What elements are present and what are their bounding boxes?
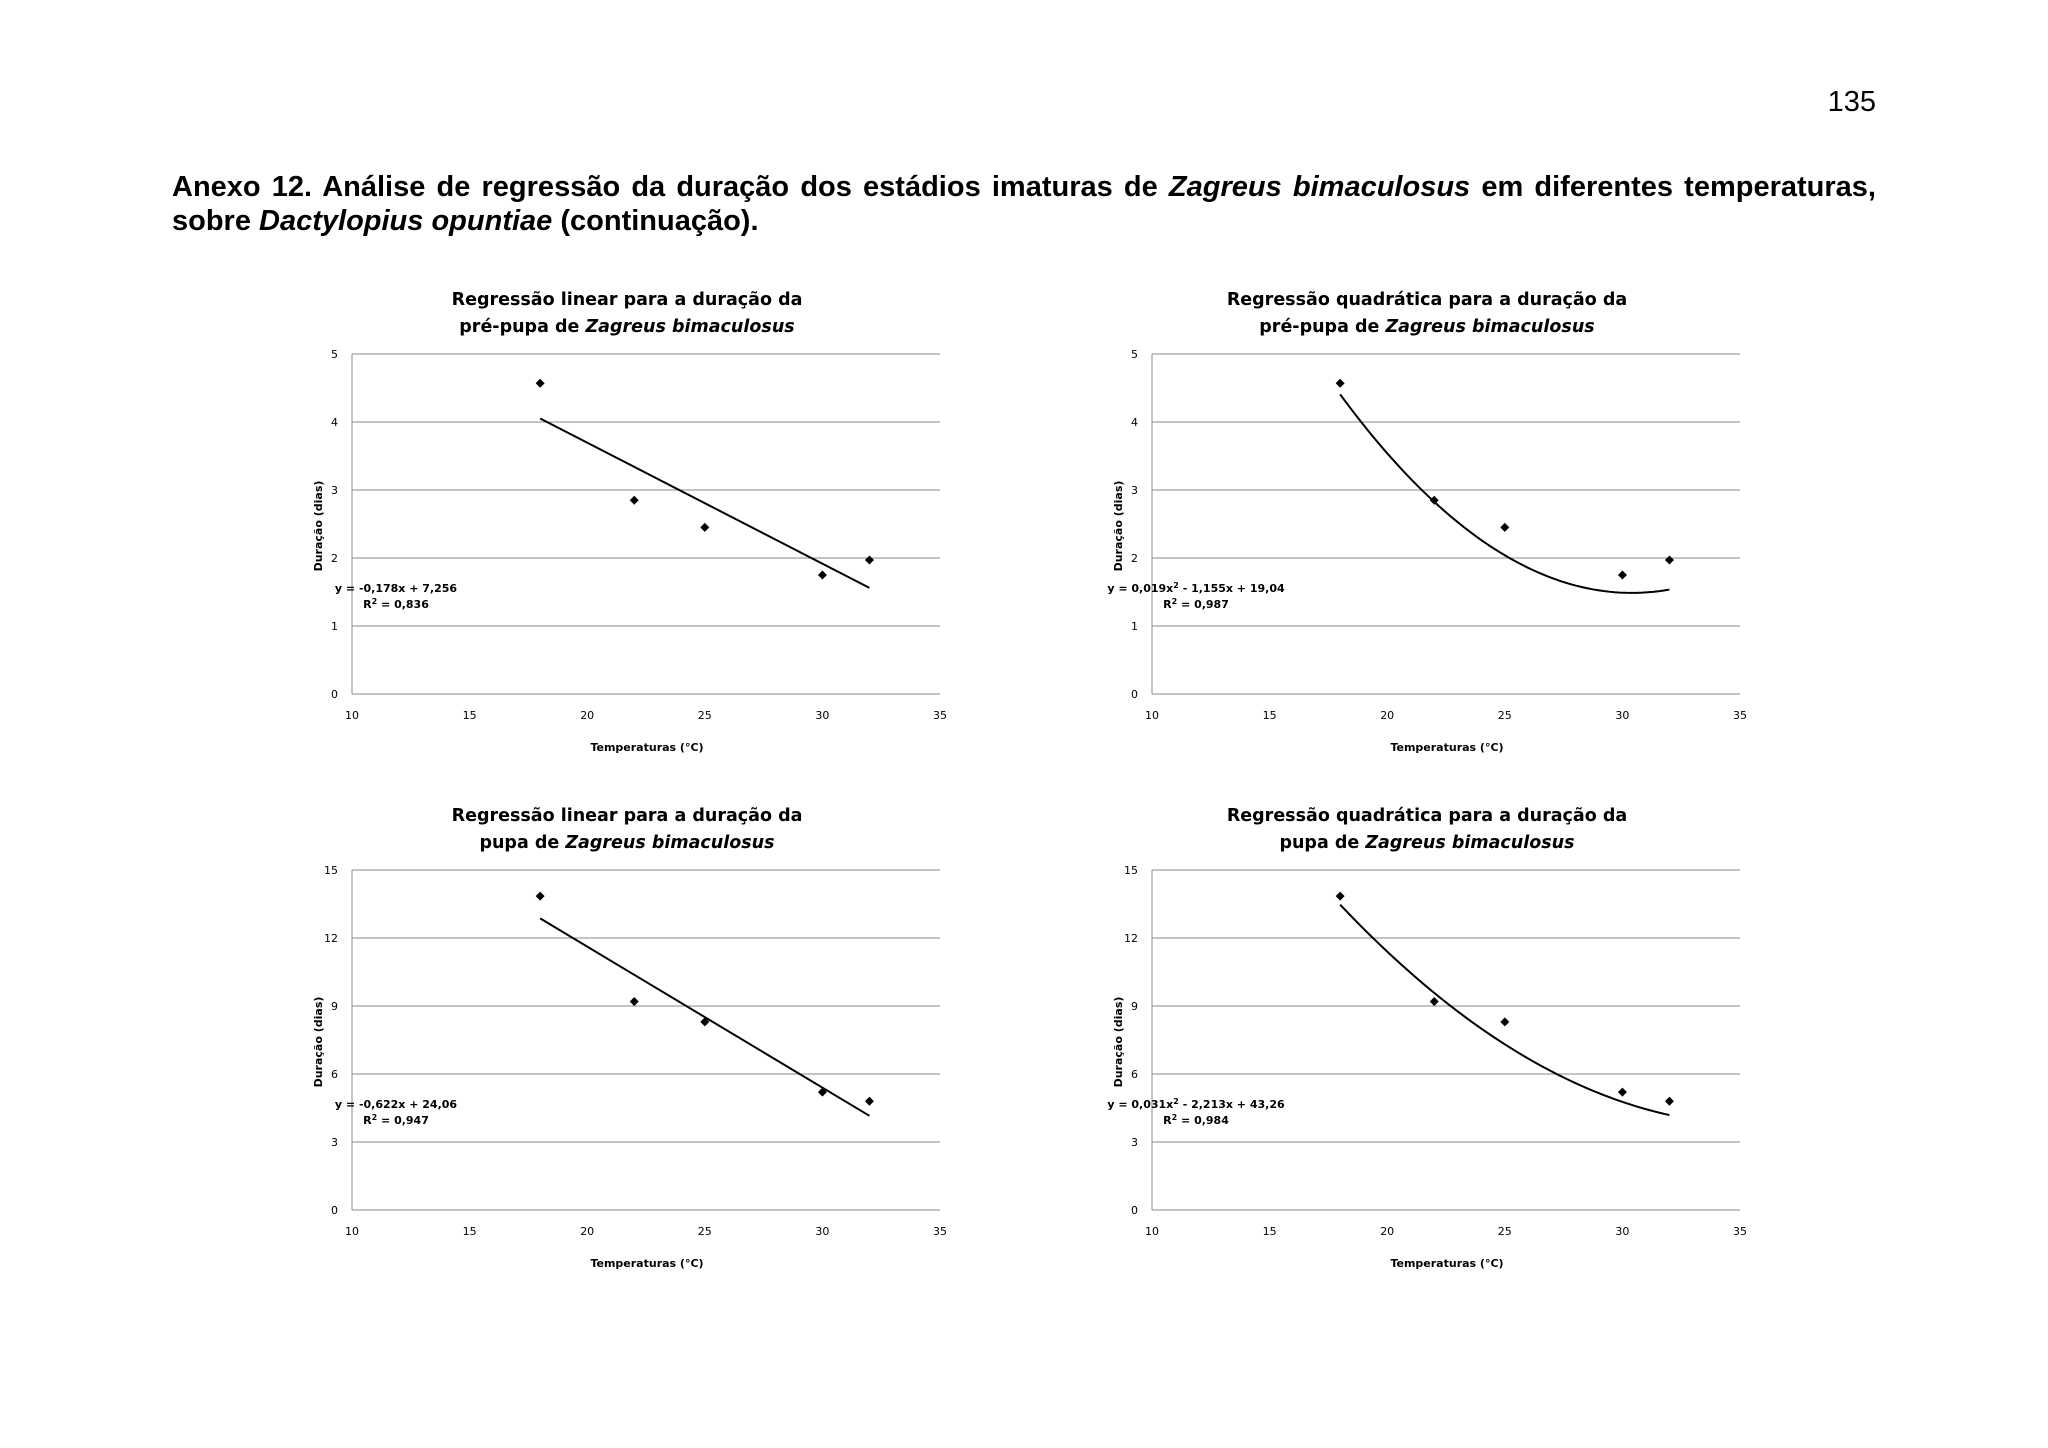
data-point xyxy=(818,571,827,580)
x-tick-label: 25 xyxy=(697,709,712,722)
caption-text-2: em diferentes temperaturas, sobre xyxy=(172,171,1876,237)
chart-svg xyxy=(290,270,1010,790)
y-axis-label: Duração (dias) xyxy=(312,480,325,572)
data-point xyxy=(1618,571,1627,580)
x-tick-label: 15 xyxy=(1262,1225,1277,1238)
y-tick-label: 4 xyxy=(331,416,338,429)
x-tick-label: 35 xyxy=(933,1225,947,1238)
chart-title-line-2: pupa de Zagreus bimaculosus xyxy=(479,833,775,853)
y-tick-label: 1 xyxy=(331,620,338,633)
y-tick-label: 2 xyxy=(331,552,338,565)
chart-title-line-1: Regressão linear para a duração da xyxy=(451,290,803,310)
caption-text-1: Anexo 12. Análise de regressão da duração dos estádios imaturas de xyxy=(172,171,1169,203)
y-tick-label: 15 xyxy=(1124,864,1138,877)
y-tick-label: 3 xyxy=(331,1136,338,1149)
y-axis-label: Duração (dias) xyxy=(1112,480,1125,572)
r-squared: $R^2 = 0,987$ xyxy=(1163,597,1229,611)
x-tick-label: 10 xyxy=(345,709,359,722)
chart-linear-prepupa xyxy=(290,270,1010,790)
regression-equation: y = -0,622x + 24,06 xyxy=(334,1098,458,1111)
chart-title-line-1: Regressão quadrática para a duração da xyxy=(1226,806,1628,826)
chart-title-line-1: Regressão linear para a duração da xyxy=(451,806,803,826)
trendline xyxy=(1340,905,1669,1115)
x-tick-label: 15 xyxy=(462,709,477,722)
data-point xyxy=(865,556,874,565)
chart-quadratic-pupa xyxy=(1090,786,1810,1306)
chart-title-line-2: pupa de Zagreus bimaculosus xyxy=(1279,833,1575,853)
regression-equation: y = -0,178x + 7,256 xyxy=(334,582,458,595)
y-tick-label: 5 xyxy=(1131,348,1138,361)
page-number: 135 xyxy=(1827,86,1876,118)
data-point xyxy=(1618,1088,1627,1097)
y-tick-label: 1 xyxy=(1131,620,1138,633)
y-tick-label: 3 xyxy=(1131,484,1138,497)
x-tick-label: 25 xyxy=(1497,709,1512,722)
x-tick-label: 20 xyxy=(580,1225,595,1238)
x-tick-label: 35 xyxy=(1733,709,1747,722)
y-tick-label: 12 xyxy=(324,932,338,945)
x-axis-label: Temperaturas (°C) xyxy=(1390,741,1504,754)
r-squared: $R^2 = 0,984$ xyxy=(1163,1113,1229,1127)
y-tick-label: 0 xyxy=(331,688,338,701)
data-point xyxy=(1336,379,1345,388)
data-point xyxy=(1500,1017,1509,1026)
data-point xyxy=(1500,523,1509,532)
x-axis-label: Temperaturas (°C) xyxy=(590,741,704,754)
chart-svg xyxy=(290,786,1010,1306)
x-tick-label: 30 xyxy=(1615,709,1630,722)
x-tick-label: 30 xyxy=(1615,1225,1630,1238)
data-point xyxy=(1665,1097,1674,1106)
y-tick-label: 6 xyxy=(331,1068,338,1081)
x-tick-label: 10 xyxy=(345,1225,359,1238)
chart-svg xyxy=(1090,786,1810,1306)
data-point xyxy=(536,892,545,901)
data-point xyxy=(536,379,545,388)
y-tick-label: 3 xyxy=(331,484,338,497)
y-tick-label: 0 xyxy=(1131,1204,1138,1217)
caption-species-1: Zagreus bimaculosus xyxy=(1168,171,1471,203)
caption-species-2: Dactylopius opuntiae xyxy=(259,205,553,237)
data-point xyxy=(1665,556,1674,565)
regression-equation: $y = 0,031x^2 - 2,213x + 43,26$ xyxy=(1107,1097,1285,1111)
x-tick-label: 30 xyxy=(815,709,830,722)
trendline xyxy=(1340,394,1669,592)
y-tick-label: 6 xyxy=(1131,1068,1138,1081)
x-tick-label: 20 xyxy=(580,709,595,722)
data-point xyxy=(700,523,709,532)
plot-area xyxy=(1124,864,1747,1238)
x-tick-label: 35 xyxy=(1733,1225,1747,1238)
r-squared: $R^2 = 0,947$ xyxy=(363,1113,429,1127)
x-tick-label: 30 xyxy=(815,1225,830,1238)
y-axis-label: Duração (dias) xyxy=(312,996,325,1088)
x-axis-label: Temperaturas (°C) xyxy=(590,1257,704,1270)
x-tick-label: 15 xyxy=(462,1225,477,1238)
x-tick-label: 10 xyxy=(1145,709,1159,722)
x-tick-label: 15 xyxy=(1262,709,1277,722)
x-tick-label: 35 xyxy=(933,709,947,722)
x-tick-label: 25 xyxy=(697,1225,712,1238)
caption-text-3: (continuação). xyxy=(552,205,759,237)
y-tick-label: 0 xyxy=(331,1204,338,1217)
chart-title-line-2: pré-pupa de Zagreus bimaculosus xyxy=(1259,317,1595,337)
data-point xyxy=(865,1097,874,1106)
y-tick-label: 3 xyxy=(1131,1136,1138,1149)
chart-quadratic-prepupa xyxy=(1090,270,1810,790)
y-tick-label: 9 xyxy=(1131,1000,1138,1013)
r-squared: $R^2 = 0,836$ xyxy=(363,597,429,611)
y-tick-label: 9 xyxy=(331,1000,338,1013)
chart-title-line-2: pré-pupa de Zagreus bimaculosus xyxy=(459,317,795,337)
y-axis-label: Duração (dias) xyxy=(1112,996,1125,1088)
y-tick-label: 12 xyxy=(1124,932,1138,945)
plot-area xyxy=(324,864,947,1238)
trendline xyxy=(540,418,869,587)
y-tick-label: 2 xyxy=(1131,552,1138,565)
data-point xyxy=(1336,892,1345,901)
y-tick-label: 15 xyxy=(324,864,338,877)
y-tick-label: 0 xyxy=(1131,688,1138,701)
chart-svg xyxy=(1090,270,1810,790)
plot-area xyxy=(1131,348,1747,722)
data-point xyxy=(630,496,639,505)
y-tick-label: 5 xyxy=(331,348,338,361)
x-tick-label: 25 xyxy=(1497,1225,1512,1238)
y-tick-label: 4 xyxy=(1131,416,1138,429)
regression-equation: $y = 0,019x^2 - 1,155x + 19,04$ xyxy=(1107,581,1285,595)
plot-area xyxy=(331,348,947,722)
x-tick-label: 20 xyxy=(1380,1225,1395,1238)
x-axis-label: Temperaturas (°C) xyxy=(1390,1257,1504,1270)
chart-title-line-1: Regressão quadrática para a duração da xyxy=(1226,290,1628,310)
x-tick-label: 20 xyxy=(1380,709,1395,722)
chart-linear-pupa xyxy=(290,786,1010,1306)
data-point xyxy=(630,997,639,1006)
x-tick-label: 10 xyxy=(1145,1225,1159,1238)
data-point xyxy=(1430,997,1439,1006)
figure-caption xyxy=(172,170,1876,238)
trendline xyxy=(540,918,869,1115)
